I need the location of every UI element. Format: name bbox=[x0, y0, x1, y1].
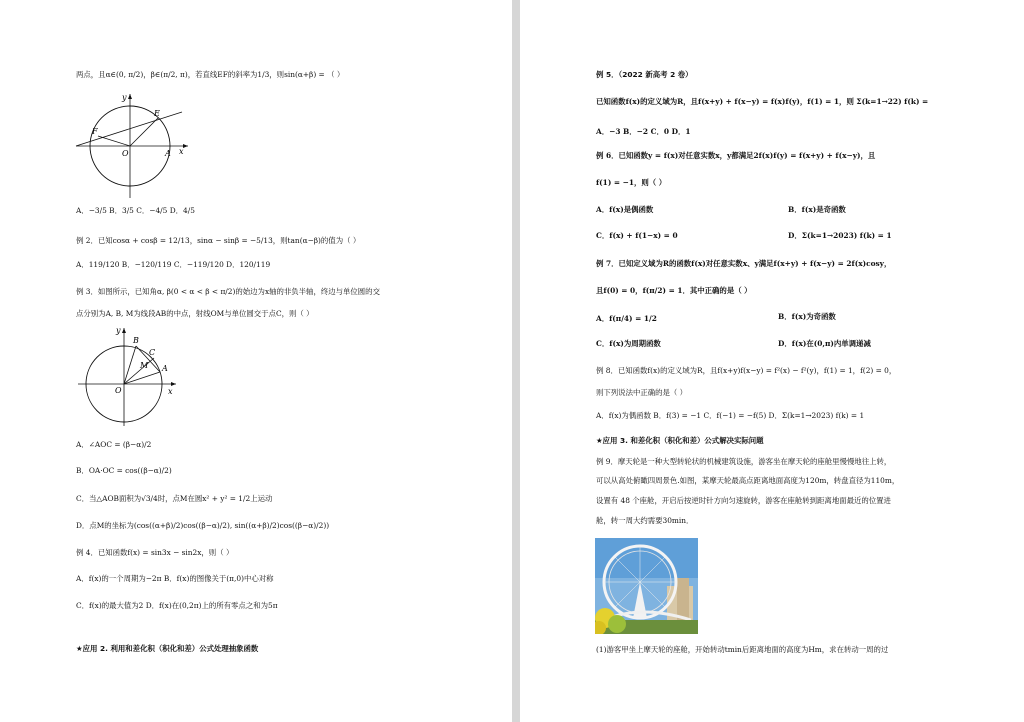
text-line: 点分别为A, B, M为线段AB的中点，射线OM与单位圆交于点C，则（ ） bbox=[76, 309, 314, 318]
answer-option-b: B．f(x)是奇函数 bbox=[788, 205, 846, 214]
text-line: f(1) = −1，则（ ） bbox=[596, 178, 667, 187]
text-line: 例 8．已知函数f(x)的定义域为R，且f(x+y)f(x−y) = f²(x) − f²(y)，f(1) = 1，f(2) = 0， bbox=[596, 366, 897, 375]
answer-option-c: C．当△AOB面积为√3/4时，点M在圆x² + y² = 1/2上运动 bbox=[76, 494, 273, 503]
label-e: E bbox=[154, 109, 160, 118]
answer-option-b: B．OA·OC = cos((β−α)/2) bbox=[76, 466, 172, 475]
unit-circle-figure-2 bbox=[72, 324, 182, 428]
answer-option-a: A．f(π/4) = 1/2 bbox=[596, 314, 657, 323]
answer-option-d: D．Σ(k=1→2023) f(k) = 1 bbox=[788, 231, 892, 240]
label-o: O bbox=[115, 386, 122, 395]
answer-options: C．f(x)的最大值为2 D．f(x)在(0,2π)上的所有零点之和为5π bbox=[76, 601, 278, 610]
text-line: (1)游客甲坐上摩天轮的座舱，开始转动tmin后距离地面的高度为Hm，求在转动一周的过 bbox=[596, 645, 889, 654]
answer-options: A．119/120 B．−120/119 C．−119/120 D．120/119 bbox=[76, 260, 271, 269]
label-x: x bbox=[168, 387, 173, 396]
ferris-wheel-photo bbox=[595, 538, 698, 634]
text-line: 可以从高处俯瞰四周景色.如图，某摩天轮最高点距离地面高度为120m，转盘直径为110m， bbox=[596, 476, 900, 485]
text-line: 则下列说法中正确的是（ ） bbox=[596, 388, 688, 397]
label-b: B bbox=[133, 336, 139, 345]
label-y: y bbox=[116, 326, 121, 335]
unit-circle-figure-1 bbox=[72, 90, 192, 200]
answer-option-d: D．点M的坐标为(cos((α+β)/2)cos((β−α)/2), sin((α+β)/2)cos((β−α)/2)) bbox=[76, 521, 330, 530]
answer-option-b: B．f(x)为奇函数 bbox=[778, 312, 836, 321]
answer-options: A．−3 B．−2 C．0 D．1 bbox=[596, 127, 691, 136]
text-line: 例 7．已知定义域为R的函数f(x)对任意实数x、y满足f(x+y) + f(x−y) = 2f(x)cosy， bbox=[596, 259, 892, 268]
text-line: 且f(0) = 0，f(π/2) = 1．其中正确的是（ ） bbox=[596, 286, 752, 295]
text-line: 例 6．已知函数y = f(x)对任意实数x，y都满足2f(x)f(y) = f(x+y) + f(x−y)，且 bbox=[596, 151, 876, 160]
answer-option-a: A．∠AOC = (β−α)/2 bbox=[76, 440, 152, 449]
text-line: 设置有 48 个座舱，开启后按逆时针方向匀速旋转，游客在座舱转到距离地面最近的位置进 bbox=[596, 496, 891, 505]
text-line: 例 3．如图所示，已知角α, β(0 < α < β < π/2)的始边为x轴的非负半轴，终边与单位圆的交 bbox=[76, 287, 380, 296]
label-c: C bbox=[149, 348, 156, 357]
answer-options: A．−3/5 B．3/5 C．−4/5 D．4/5 bbox=[76, 206, 195, 215]
answer-option-c: C．f(x)为周期函数 bbox=[596, 339, 661, 348]
answer-option-c: C．f(x) + f(1−x) = 0 bbox=[596, 231, 678, 240]
example-heading: 例 5．（2022 新高考 2 卷） bbox=[596, 70, 693, 79]
label-a: A bbox=[165, 149, 171, 158]
section-heading: ★应用 3. 和差化积（积化和差）公式解决实际问题 bbox=[596, 436, 764, 445]
answer-option-a: A．f(x)是偶函数 bbox=[596, 205, 654, 214]
answer-option-d: D．f(x)在(0,π)内单调递减 bbox=[778, 339, 871, 348]
label-y: y bbox=[122, 93, 127, 102]
answer-options: A．f(x)的一个周期为−2π B．f(x)的图像关于(π,0)中心对称 bbox=[76, 574, 274, 583]
label-m: M bbox=[140, 361, 149, 370]
text-line: 例 4．已知函数f(x) = sin3x − sin2x，则（ ） bbox=[76, 548, 234, 557]
text-line: 两点，且α∈(0, π/2)，β∈(π/2, π)，若直线EF的斜率为1/3，则sin(α+β) = （ ） bbox=[76, 70, 345, 79]
right-page bbox=[520, 0, 1024, 722]
label-f: F bbox=[92, 127, 98, 136]
label-a: A bbox=[162, 364, 168, 373]
text-line: 舱，转一周大约需要30min． bbox=[596, 516, 694, 525]
label-o: O bbox=[122, 149, 129, 158]
section-heading: ★应用 2. 利用和差化积（积化和差）公式处理抽象函数 bbox=[76, 644, 259, 653]
label-x: x bbox=[179, 147, 184, 156]
page-gap bbox=[512, 0, 520, 722]
text-line: 已知函数f(x)的定义域为R，且f(x+y) + f(x−y) = f(x)f(y)，f(1) = 1，则 Σ(k=1→22) f(k) = bbox=[596, 97, 929, 106]
text-line: 例 2．已知cosα + cosβ = 12/13，sinα − sinβ = −5/13，则tan(α−β)的值为（ ） bbox=[76, 236, 361, 245]
text-line: 例 9．摩天轮是一种大型转轮状的机械建筑设施，游客坐在摩天轮的座舱里慢慢地往上转， bbox=[596, 457, 892, 466]
answer-options: A．f(x)为偶函数 B．f(3) = −1 C．f(−1) = −f(5) D．Σ(k=1→2023) f(k) = 1 bbox=[596, 411, 865, 420]
